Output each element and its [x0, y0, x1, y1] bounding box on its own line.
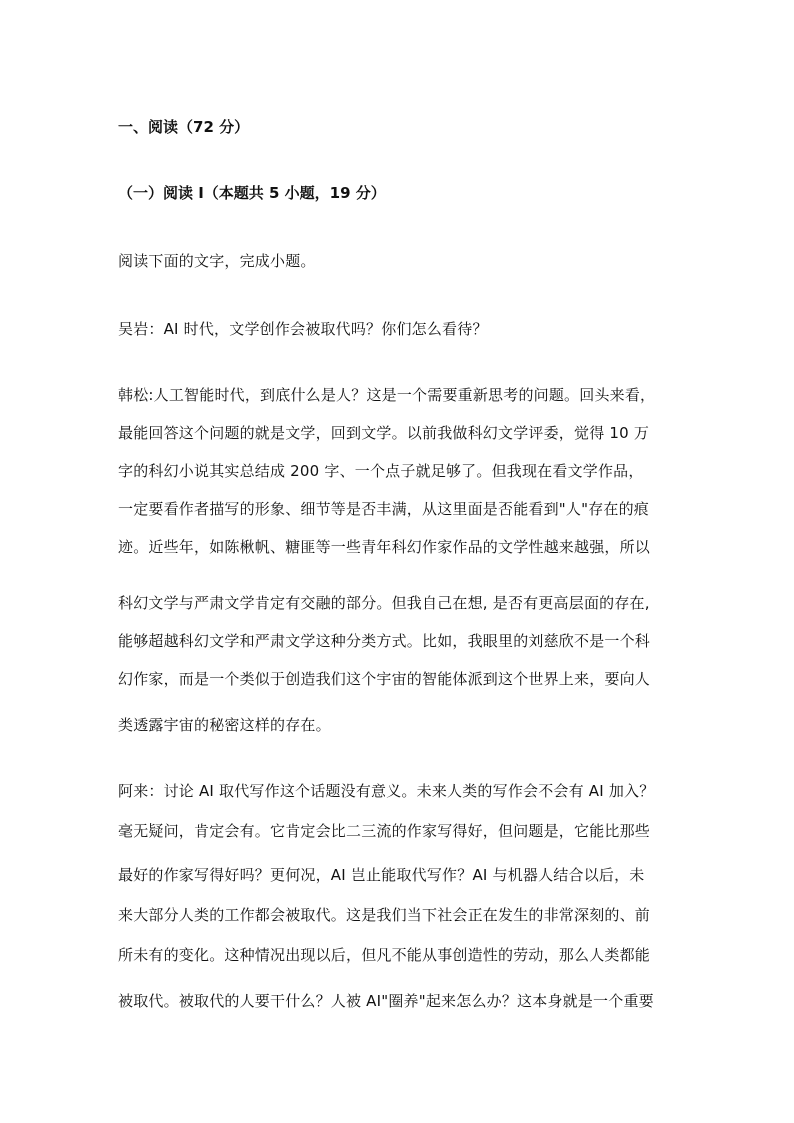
instruction-text: 阅读下面的文字，完成小题。: [118, 252, 316, 270]
paragraph-line: 韩松:人工智能时代，到底什么是人？这是一个需要重新思考的问题。回头来看，: [118, 386, 656, 404]
paragraph-line: 一定要看作者描写的形象、细节等是否丰满，从这里面是否能看到"人"存在的痕: [118, 500, 650, 518]
question-text: 吴岩：AI 时代，文学创作会被取代吗？你们怎么看待？: [118, 320, 488, 338]
paragraph-line: 迹。近些年，如陈楸帆、糖匪等一些青年科幻作家作品的文学性越来越强，所以: [118, 538, 651, 556]
paragraph-line: 毫无疑问，肯定会有。它肯定会比二三流的作家写得好，但问题是，它能比那些: [118, 822, 651, 840]
paragraph-line: 被取代。被取代的人要干什么？人被 AI"圈养"起来怎么办？这本身就是一个重要: [118, 992, 654, 1010]
paragraph-line: 科幻文学与严肃文学肯定有交融的部分。但我自己在想, 是否有更高层面的存在,: [118, 594, 650, 612]
paragraph-line: 最好的作家写得好吗？更何况，AI 岂止能取代写作？AI 与机器人结合以后，未: [118, 866, 645, 884]
paragraph-line: 类透露宇宙的秘密这样的存在。: [118, 716, 331, 734]
paragraph-line: 能够超越科幻文学和严肃文学这种分类方式。比如，我眼里的刘慈欣不是一个科: [118, 632, 651, 650]
subsection-title: （一）阅读 I（本题共 5 小题，19 分）: [118, 184, 386, 202]
paragraph-line: 幻作家，而是一个类似于创造我们这个宇宙的智能体派到这个世界上来，要向人: [118, 670, 651, 688]
paragraph-line: 阿来：讨论 AI 取代写作这个话题没有意义。未来人类的写作会不会有 AI 加入？: [118, 782, 655, 800]
paragraph-line: 所未有的变化。这种情况出现以后，但凡不能从事创造性的劳动，那么人类都能: [118, 946, 651, 964]
paragraph-line: 最能回答这个问题的就是文学，回到文学。以前我做科幻文学评委，觉得 10 万: [118, 424, 650, 442]
paragraph-line: 来大部分人类的工作都会被取代。这是我们当下社会正在发生的非常深刻的、前: [118, 906, 651, 924]
section-title: 一、阅读（72 分）: [118, 118, 250, 136]
paragraph-line: 字的科幻小说其实总结成 200 字、一个点子就足够了。但我现在看文学作品，: [118, 462, 644, 480]
